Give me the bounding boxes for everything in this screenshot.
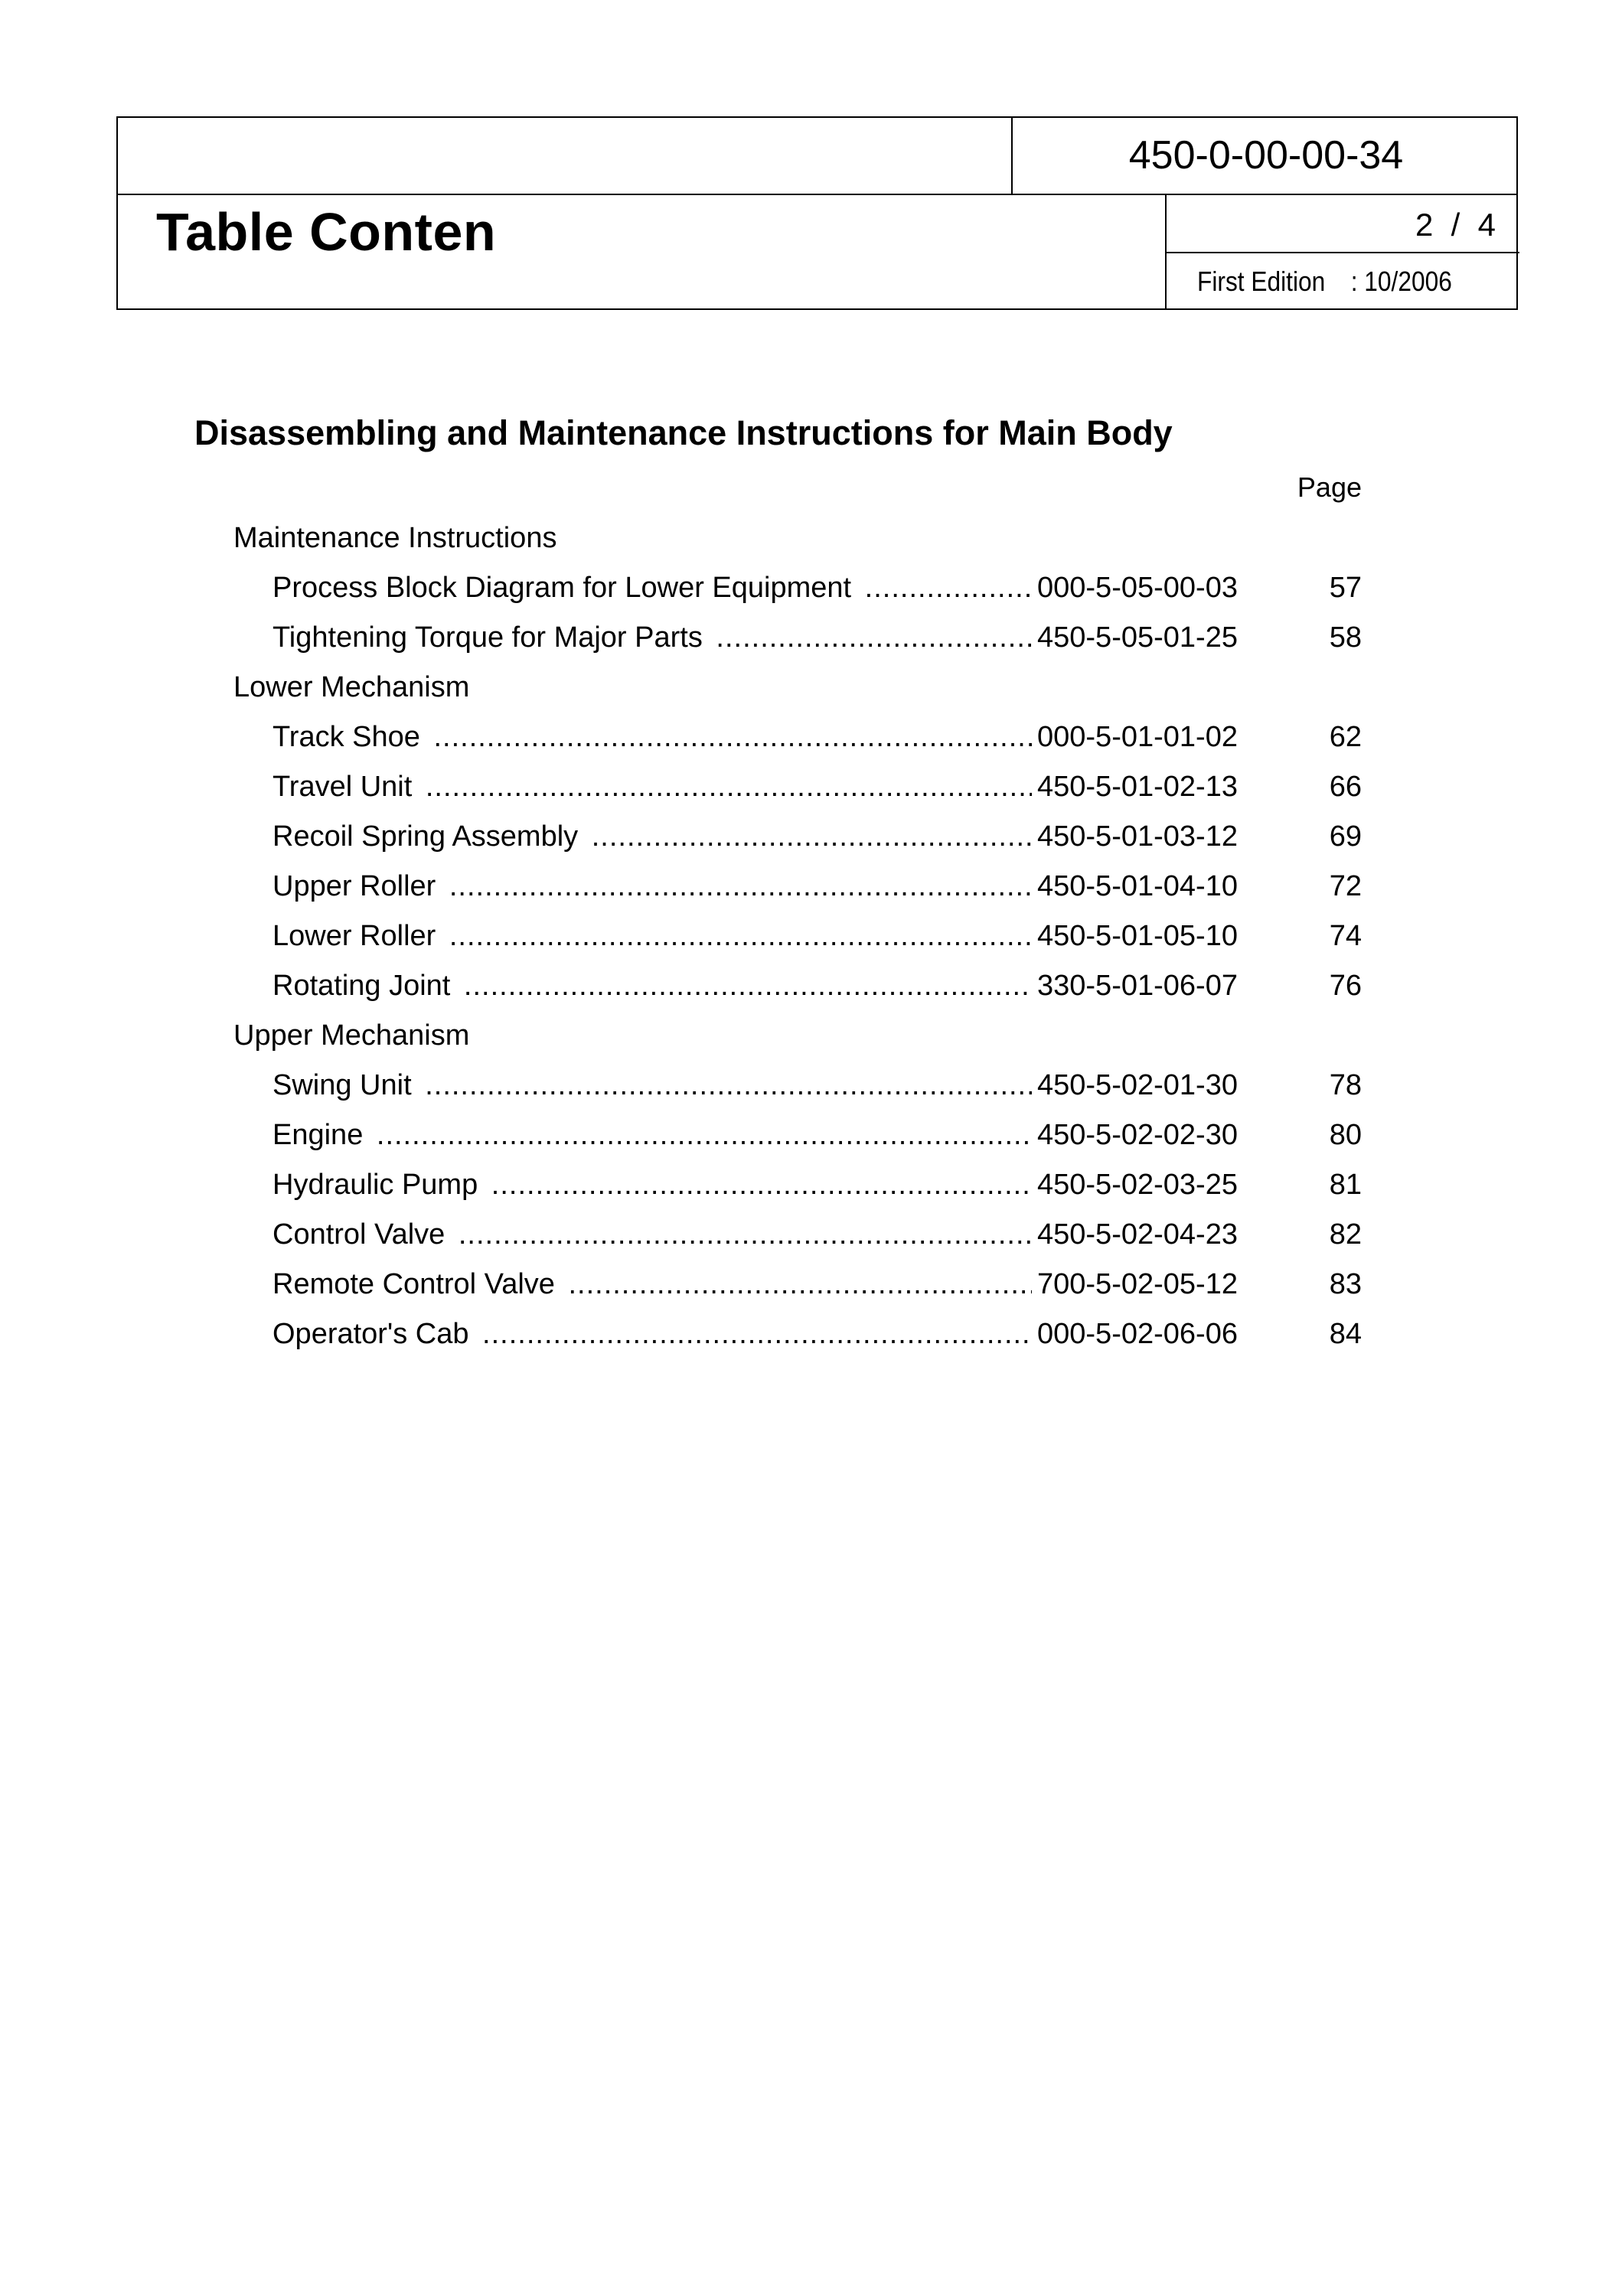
toc-group bbox=[0, 663, 1622, 1011]
toc-entry-code: 000-5-05-00-03 bbox=[1037, 563, 1245, 613]
toc-entry-page: 58 bbox=[1329, 621, 1362, 654]
toc-entry-label: Hydraulic Pump bbox=[273, 1169, 482, 1201]
toc-entry-label: Track Shoe bbox=[273, 721, 425, 753]
toc-entry[interactable] bbox=[0, 1309, 1622, 1359]
toc-group-title: Upper Mechanism bbox=[233, 1019, 470, 1052]
edition-label: First Edition bbox=[1197, 266, 1326, 297]
page-indicator: 2 / 4 bbox=[1415, 207, 1496, 243]
toc-entry-label: Travel Unit bbox=[273, 771, 416, 803]
toc-entry-page: 74 bbox=[1329, 920, 1362, 952]
edition-info bbox=[1197, 259, 1452, 305]
toc-entry-label: Control Valve bbox=[273, 1218, 449, 1251]
toc-group-title: Maintenance Instructions bbox=[233, 522, 557, 554]
toc-entry-code: 450-5-01-02-13 bbox=[1037, 762, 1245, 812]
toc-entry-leader bbox=[273, 961, 1032, 1011]
toc-entry-label: Tightening Torque for Major Parts bbox=[273, 621, 707, 654]
toc-entry-label: Process Block Diagram for Lower Equipment bbox=[273, 572, 856, 604]
toc-entry-label: Upper Roller bbox=[273, 870, 440, 902]
toc-entry-page: 80 bbox=[1329, 1119, 1362, 1151]
toc-entry-page: 76 bbox=[1329, 970, 1362, 1002]
document-number: 450-0-00-00-34 bbox=[1128, 133, 1404, 178]
edition-date: : 10/2006 bbox=[1350, 266, 1452, 297]
toc-entry-page: 69 bbox=[1329, 820, 1362, 853]
toc-entry-leader bbox=[273, 613, 1032, 663]
toc-entry-page: 81 bbox=[1329, 1169, 1362, 1201]
toc-entry-code: 450-5-02-02-30 bbox=[1037, 1110, 1245, 1160]
toc-entry-label: Operator's Cab bbox=[273, 1318, 473, 1350]
toc-entry[interactable] bbox=[0, 1160, 1622, 1210]
toc-entry-page: 62 bbox=[1329, 721, 1362, 753]
toc-entry-label: Remote Control Valve bbox=[273, 1268, 560, 1300]
toc-entry-leader bbox=[273, 563, 1032, 613]
toc-group bbox=[0, 1011, 1622, 1359]
toc-entry-page: 66 bbox=[1329, 771, 1362, 803]
toc-group-title: Lower Mechanism bbox=[233, 671, 470, 703]
toc-entry-code: 450-5-01-05-10 bbox=[1037, 912, 1245, 961]
toc-entry-page: 57 bbox=[1329, 572, 1362, 604]
document-header bbox=[116, 116, 1518, 310]
toc-entry-code: 000-5-02-06-06 bbox=[1037, 1309, 1245, 1359]
toc-entry-code: 700-5-02-05-12 bbox=[1037, 1260, 1245, 1309]
toc-entry-label: Recoil Spring Assembly bbox=[273, 820, 583, 853]
toc-entry-code: 450-5-02-03-25 bbox=[1037, 1160, 1245, 1210]
toc-entry-page: 78 bbox=[1329, 1069, 1362, 1101]
toc-entry[interactable] bbox=[0, 1110, 1622, 1160]
toc-entry[interactable] bbox=[0, 713, 1622, 762]
toc-entry-leader bbox=[273, 1210, 1032, 1260]
toc-entry-page: 84 bbox=[1329, 1318, 1362, 1350]
toc-entry[interactable] bbox=[0, 812, 1622, 862]
toc-entry[interactable] bbox=[0, 961, 1622, 1011]
page-column-label: Page bbox=[1297, 471, 1362, 503]
toc-entry[interactable] bbox=[0, 912, 1622, 961]
section-heading: Disassembling and Maintenance Instructions for Main Body bbox=[194, 413, 1173, 452]
toc-entry[interactable] bbox=[0, 1260, 1622, 1309]
toc-group bbox=[0, 514, 1622, 663]
toc-entry[interactable] bbox=[0, 613, 1622, 663]
document-title: Table Conten bbox=[156, 202, 497, 262]
toc-entry-code: 450-5-02-04-23 bbox=[1037, 1210, 1245, 1260]
toc-entry-leader bbox=[273, 1110, 1032, 1160]
toc-entry-leader bbox=[273, 1260, 1032, 1309]
toc-entry-code: 450-5-01-03-12 bbox=[1037, 812, 1245, 862]
toc-entry-code: 450-5-02-01-30 bbox=[1037, 1061, 1245, 1110]
toc-entry-leader bbox=[273, 713, 1032, 762]
toc-entry-label: Swing Unit bbox=[273, 1069, 416, 1101]
toc-entry-leader bbox=[273, 812, 1032, 862]
toc-entry-page: 72 bbox=[1329, 870, 1362, 902]
toc-entry[interactable] bbox=[0, 762, 1622, 812]
toc-entry-leader bbox=[273, 762, 1032, 812]
header-divider-horizontal bbox=[118, 194, 1516, 195]
toc-entry[interactable] bbox=[0, 862, 1622, 912]
toc-entry-code: 330-5-01-06-07 bbox=[1037, 961, 1245, 1011]
toc-entry-page: 82 bbox=[1329, 1218, 1362, 1251]
toc-entry-leader bbox=[273, 862, 1032, 912]
toc-entry-label: Rotating Joint bbox=[273, 970, 455, 1002]
toc-entry-label: Engine bbox=[273, 1119, 367, 1151]
header-divider-inner bbox=[1165, 252, 1519, 253]
toc-entry-leader bbox=[273, 1309, 1032, 1359]
toc-entry-code: 450-5-01-04-10 bbox=[1037, 862, 1245, 912]
toc-entry[interactable] bbox=[0, 1061, 1622, 1110]
toc-entry-leader bbox=[273, 912, 1032, 961]
toc-entry-label: Lower Roller bbox=[273, 920, 440, 952]
toc-entry-leader bbox=[273, 1160, 1032, 1210]
toc-entry-code: 450-5-05-01-25 bbox=[1037, 613, 1245, 663]
toc-entry-page: 83 bbox=[1329, 1268, 1362, 1300]
toc-entry-leader bbox=[273, 1061, 1032, 1110]
table-of-contents bbox=[0, 514, 1622, 1359]
toc-entry[interactable] bbox=[0, 1210, 1622, 1260]
toc-entry-code: 000-5-01-01-02 bbox=[1037, 713, 1245, 762]
toc-entry[interactable] bbox=[0, 563, 1622, 613]
